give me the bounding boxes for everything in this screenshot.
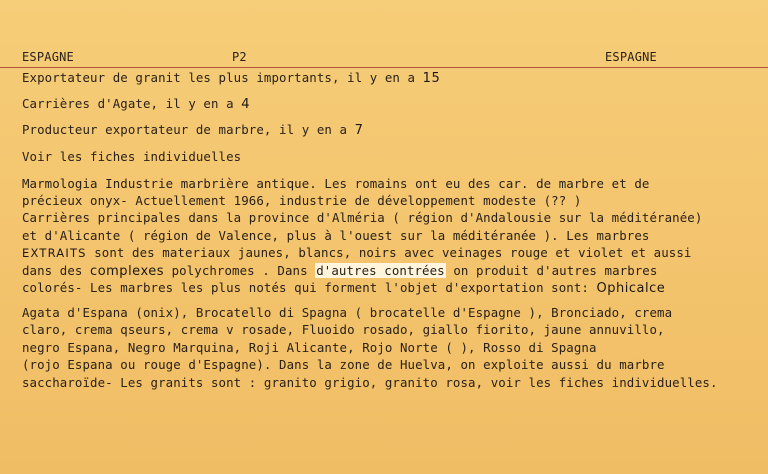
handwritten-number: 15 [422, 71, 441, 86]
text-line: Carrières principales dans la province d'Alméria ( région d'Andalousie sur la méditéranée) [22, 210, 703, 225]
handwritten-word: complexes [90, 264, 165, 279]
text-line: précieux onyx- Actuellement 1966, industrie de développement modeste (?? ) [22, 193, 582, 208]
text-line: Carrières d'Agate, il y en a 4 [22, 96, 251, 112]
text-line: Exportateur de granit les plus importants, il y en a 15 [22, 70, 441, 86]
text-line: dans des complexes polychromes . Dans d'autres contrées on produit d'autres marbres [22, 263, 658, 279]
handwritten-number: 7 [354, 123, 364, 138]
highlighted-text: d'autres contrées [316, 263, 445, 278]
handwritten-number: 4 [241, 97, 251, 112]
text-line: Producteur exportateur de marbre, il y en a 7 [22, 122, 364, 138]
text-line: et d'Alicante ( région de Valence, plus à l'ouest sur la méditéranée ). Les marbres [22, 228, 650, 243]
text-line: claro, crema qseurs, crema v rosade, Fluoido rosado, giallo fiorito, jaune annuvillo, [22, 322, 665, 337]
text-line: negro Espana, Negro Marquina, Roji Alicante, Rojo Norte ( ), Rosso di Spagna [22, 340, 597, 355]
header-page-number: P2 [232, 50, 247, 64]
text-line: Agata d'Espana (onix), Brocatello di Spagna ( brocatelle d'Espagne ), Bronciado, crema [22, 305, 673, 320]
text-line: (rojo Espana ou rouge d'Espagne). Dans la zone de Huelva, on exploite aussi du marbre [22, 357, 665, 372]
text-line: Voir les fiches individuelles [22, 149, 242, 164]
header-rule [0, 67, 768, 68]
text-line: EXTRAITS sont des materiaux jaunes, blancs, noirs avec veinages rouge et violet et aussi [22, 245, 692, 260]
text-line: Marmologia Industrie marbrière antique. Les romains ont eu des car. de marbre et de [22, 176, 650, 191]
handwritten-word: EXTRAITS [22, 246, 87, 260]
header-country-right: ESPAGNE [605, 50, 657, 64]
header-country-left: ESPAGNE [22, 50, 74, 64]
text-line: colorés- Les marbres les plus notés qui forment l'objet d'exportation sont: Ophicalce [22, 280, 666, 296]
handwritten-word: Ophicalce [596, 281, 666, 296]
text-line: saccharoïde- Les granits sont : granito grigio, granito rosa, voir les fiches individuelles. [22, 375, 718, 390]
